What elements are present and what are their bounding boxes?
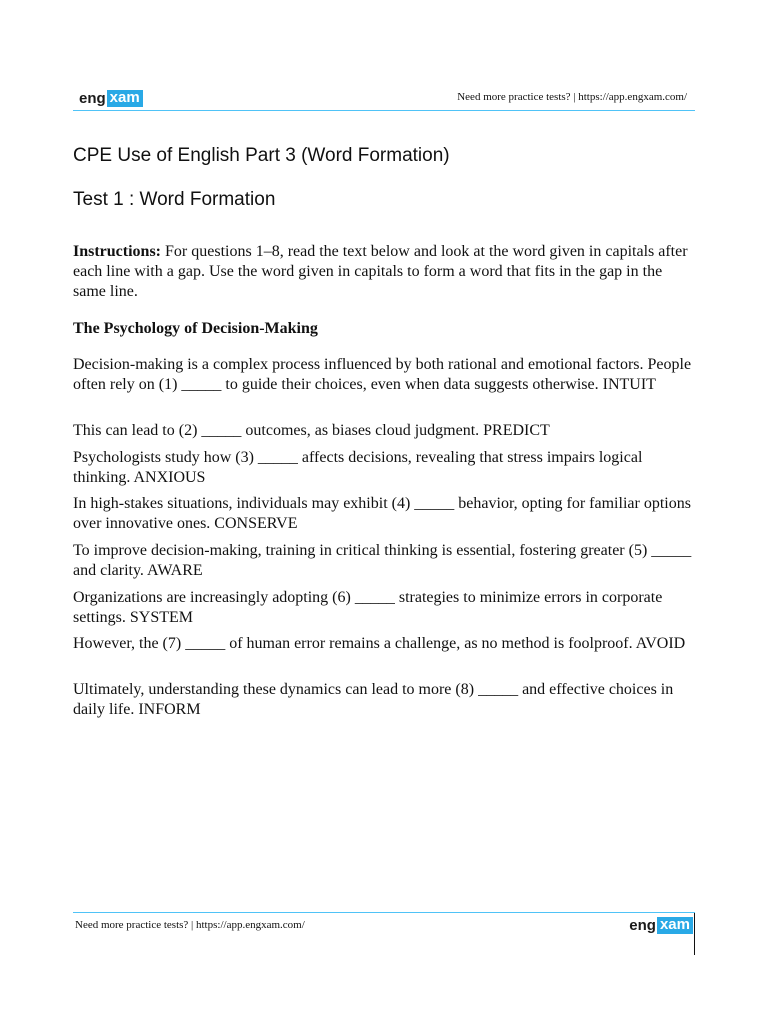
instructions-label: Instructions:	[73, 243, 162, 260]
logo-xam-text: xam	[107, 90, 143, 107]
footer-engxam-logo	[629, 917, 693, 934]
instructions-text: For questions 1–8, read the text below and look at the word given in capitals after each line with a gap. Use the word given in capitals to form a word that fits in the gap in the same line.	[73, 243, 688, 300]
footer-logo-xam-text: xam	[657, 917, 693, 934]
footer-divider	[694, 913, 695, 955]
question-2: This can lead to (2) _____ outcomes, as biases cloud judgment. PREDICT	[73, 422, 550, 439]
logo-eng-text: eng	[79, 89, 106, 107]
question-5: To improve decision-making, training in critical thinking is essential, fostering greater (5) _____ and clarity. AWARE	[73, 542, 692, 579]
instructions	[73, 242, 693, 302]
test-title: Test 1 : Word Formation	[73, 189, 276, 210]
engxam-logo	[79, 90, 143, 107]
footer-logo-eng-text: eng	[629, 916, 656, 934]
question-6: Organizations are increasingly adopting (6) _____ strategies to minimize errors in corporate settings. SYSTEM	[73, 589, 663, 626]
passage-title: The Psychology of Decision-Making	[73, 320, 318, 337]
question-8: Ultimately, understanding these dynamics can lead to more (8) _____ and effective choices in daily life. INFORM	[73, 681, 674, 718]
page-title: CPE Use of English Part 3 (Word Formation)	[73, 145, 450, 166]
page-header	[73, 84, 695, 111]
header-tagline: Need more practice tests? | https://app.engxam.com/	[457, 91, 687, 103]
question-1: Decision-making is a complex process influenced by both rational and emotional factors. People often rely on (1) _____ to guide their choices, even when data suggests otherwise. INTUIT	[73, 356, 692, 393]
question-3: Psychologists study how (3) _____ affects decisions, revealing that stress impairs logical thinking. ANXIOUS	[73, 449, 643, 486]
question-7: However, the (7) _____ of human error remains a challenge, as no method is foolproof. AVOID	[73, 635, 686, 652]
question-4: In high-stakes situations, individuals may exhibit (4) _____ behavior, opting for familiar options over innovative ones. CONSERVE	[73, 495, 691, 532]
footer-tagline: Need more practice tests? | https://app.engxam.com/	[75, 919, 305, 931]
page-footer	[73, 912, 695, 953]
